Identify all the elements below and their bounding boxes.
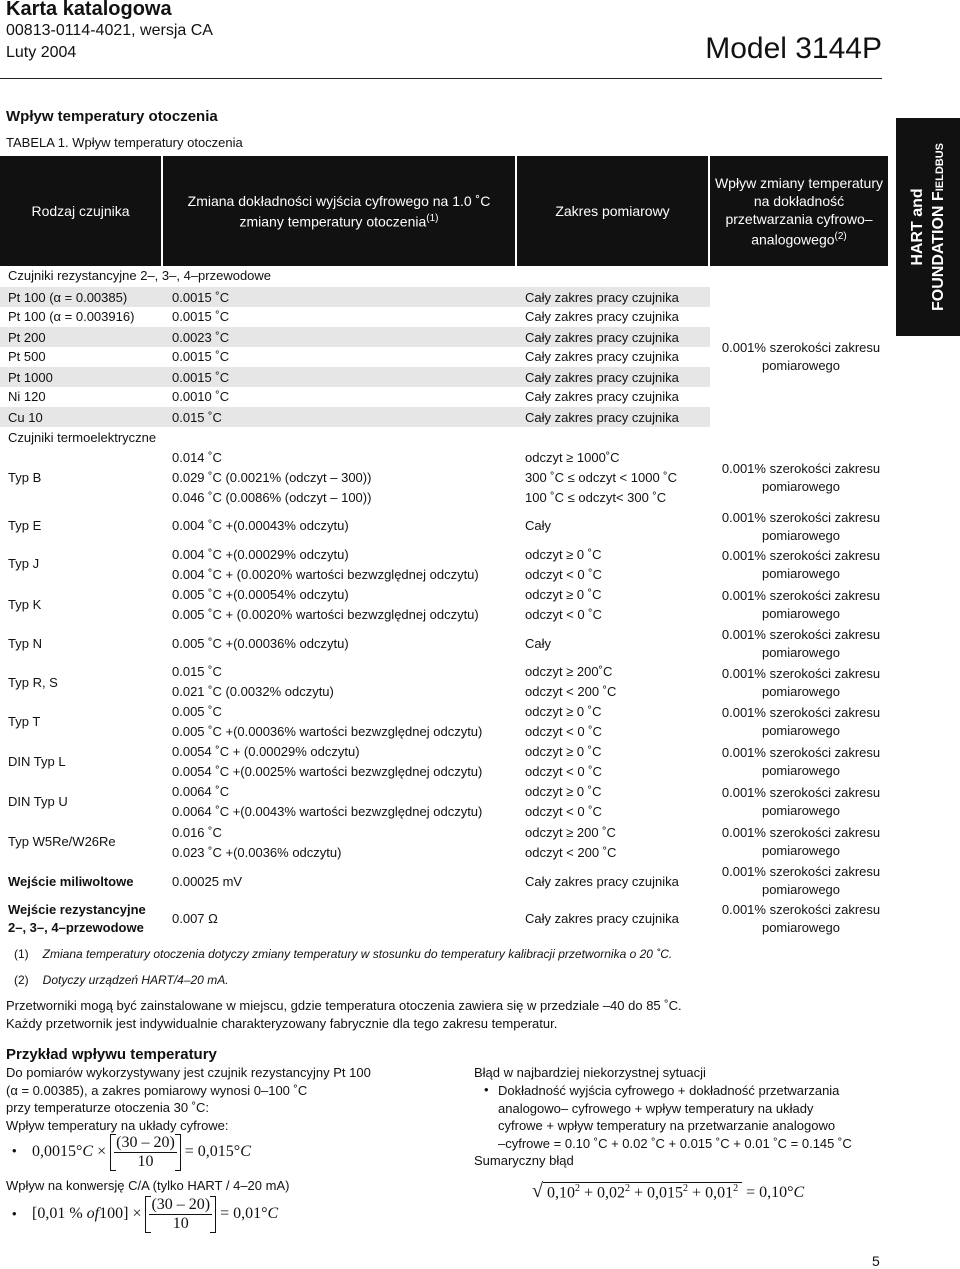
accuracy-cell: 0.0015 ˚C [172, 349, 230, 364]
sensor-cell: Pt 500 [8, 349, 46, 364]
accuracy-cell: 0.005 ˚C + (0.0020% wartości bezwzględnej odczytu) [172, 607, 479, 622]
range-cell: Cały zakres pracy czujnika [525, 290, 679, 305]
example-line: przy temperaturze otoczenia 30 ˚C: [6, 1100, 210, 1115]
accuracy-cell: 0.015 ˚C [172, 664, 222, 679]
accuracy-cell: 0.021 ˚C (0.0032% odczytu) [172, 684, 334, 699]
da-cell: 0.001% szerokości zakresu pomiarowego [721, 588, 881, 621]
accuracy-cell: 0.016 ˚C [172, 825, 222, 840]
da-cell: 0.001% szerokości zakresu pomiarowego [721, 705, 881, 738]
range-cell: Cały zakres pracy czujnika [525, 874, 679, 889]
header-da-effect: Wpływ zmiany temperatury na dokładność przetwarzania cyfrowo–analogowego$^{(2)}$ [710, 156, 888, 266]
range-cell: odczyt ≥ 0 ˚C [525, 587, 602, 602]
range-cell: Cały zakres pracy czujnika [525, 911, 679, 926]
formula-conversion: [0,01 % of100] × $\frac{(30 - 20)}{10}$ = 0,01°C [32, 1196, 279, 1232]
bullet-icon: • [12, 1206, 17, 1221]
sensor-cell: Typ K [8, 597, 42, 612]
da-cell: 0.001% szerokości zakresu pomiarowego [721, 548, 881, 581]
range-cell: Cały zakres pracy czujnika [525, 410, 679, 425]
accuracy-cell: 0.005 ˚C +(0.00054% odczytu) [172, 587, 349, 602]
accuracy-cell: 0.0015 ˚C [172, 309, 230, 324]
sensor-cell: Wejście rezystancyjne [8, 902, 146, 917]
example-left-text [6, 1064, 371, 1134]
sensor-cell: Pt 1000 [8, 370, 53, 385]
accuracy-cell: 0.00025 mV [172, 874, 243, 889]
group-tc-label: Czujniki termoelektryczne [8, 430, 157, 445]
range-cell: Cały zakres pracy czujnika [525, 389, 679, 404]
accuracy-cell: 0.0064 ˚C [172, 784, 230, 799]
accuracy-cell: 0.0015 ˚C [172, 290, 230, 305]
side-tab-line2: FOUNDATION Fieldbus [930, 143, 947, 311]
range-cell: odczyt < 0 ˚C [525, 607, 602, 622]
accuracy-cell: 0.0023 ˚C [172, 330, 230, 345]
range-cell: Cały zakres pracy czujnika [525, 370, 679, 385]
worst-case-line: analogowo– cyfrowego + wpływ temperatury na układy [498, 1100, 814, 1116]
accuracy-cell: 0.005 ˚C +(0.00036% odczytu) [172, 636, 349, 651]
sensor-cell: Typ R, S [8, 675, 58, 690]
sensor-cell: Pt 100 (α = 0.00385) [8, 290, 128, 305]
range-cell: Cały [525, 518, 552, 533]
da-cell: 0.001% szerokości zakresu pomiarowego [721, 627, 881, 660]
formula-total: √ 0,10$^2$ + 0,02$^2$ + 0,015$^2$ + 0,01$^2$ = 0,10°C [532, 1180, 805, 1202]
footnote-1: (1) Zmiana temperatury otoczenia dotyczy zmiany temperatury w stosunku do temperatury kalibracji przetwornika o 20 ˚C. [14, 947, 673, 961]
range-cell: odczyt ≥ 200˚C [525, 664, 613, 679]
sensor-cell: Cu 10 [8, 410, 43, 425]
sensor-cell: Pt 200 [8, 330, 46, 345]
bullet-icon: • [12, 1143, 17, 1158]
worst-case-text [498, 1082, 852, 1152]
accuracy-cell: 0.0054 ˚C + (0.00029% odczytu) [172, 744, 360, 759]
example-line: Do pomiarów wykorzystywany jest czujnik rezystancyjny Pt 100 [6, 1065, 371, 1080]
doc-number: 00813-0114-4021, wersja CA [6, 22, 213, 39]
range-cell: odczyt ≥ 0 ˚C [525, 547, 602, 562]
range-cell: odczyt < 200 ˚C [525, 684, 617, 699]
example-line: (α = 0.00385), a zakres pomiarowy wynosi 0–100 ˚C [6, 1082, 308, 1098]
sensor-cell: Pt 100 (α = 0.003916) [8, 309, 135, 324]
accuracy-cell: 0.029 ˚C (0.0021% (odczyt – 300)) [172, 470, 372, 485]
footnote-2: (2) Dotyczy urządzeń HART/4–20 mA. [14, 973, 229, 987]
worst-case-line: Dokładność wyjścia cyfrowego + dokładność przetwarzania [498, 1083, 840, 1098]
side-tab-line1: HART and [909, 188, 926, 266]
accuracy-cell: 0.005 ˚C [172, 704, 222, 719]
group-rtd-label: Czujniki rezystancyjne 2–, 3–, 4–przewodowe [8, 268, 272, 283]
sensor-cell: Typ T [8, 714, 41, 729]
conversion-label: Wpływ na konwersję C/A (tylko HART / 4–20 mA) [6, 1178, 290, 1193]
range-cell: odczyt < 0 ˚C [525, 804, 602, 819]
sensor-cell: Typ B [8, 470, 42, 485]
rtd-da-cell: 0.001% szerokości zakresu pomiarowego [721, 340, 881, 373]
range-cell: 300 ˚C ≤ odczyt < 1000 ˚C [525, 470, 678, 485]
header-sensor-type: Rodzaj czujnika [0, 156, 161, 266]
sensor-cell: Typ W5Re/W26Re [8, 834, 116, 849]
worst-case-line: cyfrowe + wpływ temperatury na przetwarzanie analogowo [498, 1118, 836, 1133]
accuracy-cell: 0.015 ˚C [172, 410, 222, 425]
accuracy-cell: 0.004 ˚C + (0.0020% wartości bezwzględnej odczytu) [172, 567, 479, 582]
accuracy-cell: 0.046 ˚C (0.0086% (odczyt – 100)) [172, 490, 372, 505]
sensor-cell: DIN Typ L [8, 754, 66, 769]
da-cell: 0.001% szerokości zakresu pomiarowego [721, 785, 881, 818]
range-cell: 100 ˚C ≤ odczyt< 300 ˚C [525, 490, 667, 505]
range-cell: Cały [525, 636, 552, 651]
table-caption: TABELA 1. Wpływ temperatury otoczenia [6, 135, 243, 150]
accuracy-cell: 0.0015 ˚C [172, 370, 230, 385]
da-cell: 0.001% szerokości zakresu pomiarowego [721, 864, 881, 897]
accuracy-cell: 0.007 Ω [172, 911, 218, 926]
sensor-cell: Wejście miliwoltowe [8, 874, 134, 889]
accuracy-cell: 0.014 ˚C [172, 450, 222, 465]
sensor-cell: Typ E [8, 518, 42, 533]
accuracy-cell: 0.004 ˚C +(0.00029% odczytu) [172, 547, 349, 562]
header-accuracy-change: Zmiana dokładności wyjścia cyfrowego na 1.0 ˚C zmiany temperatury otoczenia$^{(1)}$ [163, 156, 515, 266]
accuracy-cell: 0.004 ˚C +(0.00043% odczytu) [172, 518, 349, 533]
sum-label: Sumaryczny błąd [474, 1153, 574, 1168]
sensor-cell-line2: 2–, 3–, 4–przewodowe [8, 920, 144, 935]
example-title: Przykład wpływu temperatury [6, 1046, 217, 1063]
range-cell: odczyt ≥ 1000˚C [525, 450, 620, 465]
da-cell: 0.001% szerokości zakresu pomiarowego [721, 825, 881, 858]
accuracy-cell: 0.005 ˚C +(0.00036% wartości bezwzględnej odczytu) [172, 724, 483, 739]
range-cell: Cały zakres pracy czujnika [525, 309, 679, 324]
da-cell: 0.001% szerokości zakresu pomiarowego [721, 510, 881, 543]
accuracy-cell: 0.023 ˚C +(0.0036% odczytu) [172, 845, 342, 860]
accuracy-cell: 0.0054 ˚C +(0.0025% wartości bezwzględnej odczytu) [172, 764, 483, 779]
sensor-cell: DIN Typ U [8, 794, 68, 809]
doc-title: Karta katalogowa [6, 0, 172, 20]
doc-date: Luty 2004 [6, 44, 77, 61]
sensor-cell: Typ J [8, 556, 40, 571]
page-number: 5 [872, 1253, 880, 1269]
range-cell: odczyt < 0 ˚C [525, 567, 602, 582]
range-cell: odczyt ≥ 200 ˚C [525, 825, 616, 840]
da-cell: 0.001% szerokości zakresu pomiarowego [721, 666, 881, 699]
range-cell: odczyt < 0 ˚C [525, 724, 602, 739]
accuracy-cell: 0.0064 ˚C +(0.0043% wartości bezwzględnej odczytu) [172, 804, 483, 819]
worst-case-block [474, 1064, 706, 1082]
sensor-cell: Typ N [8, 636, 42, 651]
worst-case-line: –cyfrowe = 0.10 ˚C + 0.02 ˚C + 0.015 ˚C + 0.01 ˚C = 0.145 ˚C [498, 1135, 852, 1151]
sensor-cell: Ni 120 [8, 389, 46, 404]
range-cell: odczyt < 200 ˚C [525, 845, 617, 860]
model-name: Model 3144P [705, 32, 882, 65]
da-cell: 0.001% szerokości zakresu pomiarowego [721, 461, 881, 494]
da-cell: 0.001% szerokości zakresu pomiarowego [721, 745, 881, 778]
side-tab [896, 118, 960, 336]
da-cell: 0.001% szerokości zakresu pomiarowego [721, 902, 881, 935]
header-divider [0, 78, 882, 79]
paragraph-line-2: Każdy przetwornik jest indywidualnie charakteryzowany fabrycznie dla tego zakresu temperatur. [6, 1016, 558, 1031]
worst-case-title: Błąd w najbardziej niekorzystnej sytuacji [474, 1065, 706, 1080]
range-cell: Cały zakres pracy czujnika [525, 330, 679, 345]
bullet-icon: • [484, 1082, 489, 1097]
range-cell: odczyt < 0 ˚C [525, 764, 602, 779]
header-range: Zakres pomiarowy [517, 156, 708, 266]
range-cell: odczyt ≥ 0 ˚C [525, 784, 602, 799]
range-cell: Cały zakres pracy czujnika [525, 349, 679, 364]
range-cell: odczyt ≥ 0 ˚C [525, 744, 602, 759]
paragraph-line-1: Przetworniki mogą być zainstalowane w miejscu, gdzie temperatura otoczenia zawiera się w przedziale –40 do 85 ˚C. [6, 998, 682, 1013]
example-line: Wpływ temperatury na układy cyfrowe: [6, 1117, 229, 1133]
range-cell: odczyt ≥ 0 ˚C [525, 704, 602, 719]
section-title: Wpływ temperatury otoczenia [6, 108, 218, 125]
accuracy-cell: 0.0010 ˚C [172, 389, 230, 404]
formula-digital: 0,0015°C × $\frac{(30 - 20)}{10}$ = 0,015°C [32, 1134, 251, 1170]
